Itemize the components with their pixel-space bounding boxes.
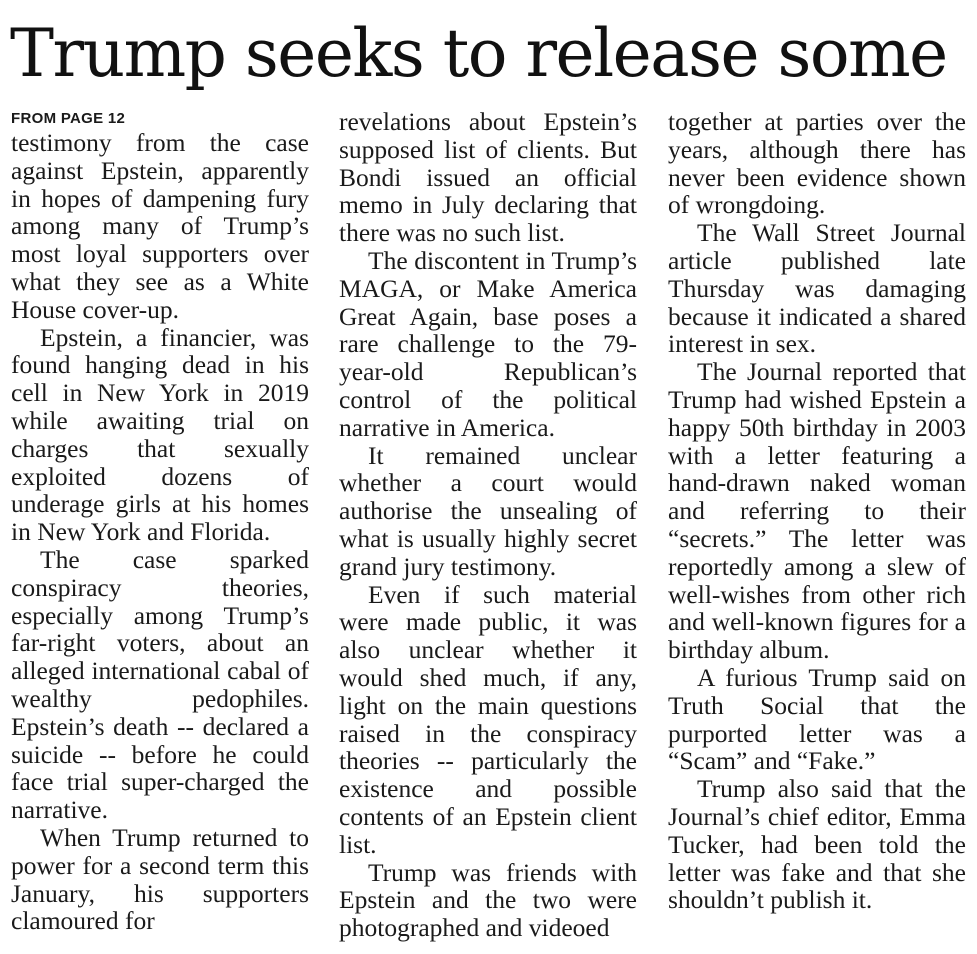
paragraph: The case sparked conspiracy theories, especially among Trump’s far-right voters, about an alleged international cabal of wealthy pedophiles. Epstein’s death -- declared a suicide -- before he could face trial super-charged the narrative.	[11, 544, 309, 825]
article-column-1	[11, 108, 309, 948]
paragraph: It remained unclear whether a court would authorise the unsealing of what is usually highly secret grand jury testimony.	[339, 440, 637, 581]
headline: Trump seeks to release some	[10, 15, 947, 92]
paragraph: together at parties over the years, although there has never been evidence shown of wrongdoing.	[668, 108, 966, 220]
paragraph: Epstein, a financier, was found hanging dead in his cell in New York in 2019 while awaiting trial on charges that sexually exploited dozens of underage girls at his homes in New York and Florida.	[11, 322, 309, 547]
paragraph: revelations about Epstein’s supposed list of clients. But Bondi issued an official memo in July declaring that there was no such list.	[339, 108, 637, 248]
paragraph: A furious Trump said on Truth Social that the purported letter was a “Scam” and “Fake.”	[668, 662, 966, 776]
paragraph: The Wall Street Journal article published late Thursday was damaging because it indicated a shared interest in sex.	[668, 218, 966, 359]
paragraph: Trump also said that the Journal’s chief editor, Emma Tucker, had been told the letter was fake and that she shouldn’t publish it.	[668, 774, 966, 915]
continued-from-kicker: FROM PAGE 12	[11, 110, 126, 127]
paragraph: The Journal reported that Trump had wished Epstein a happy 50th birthday in 2003 with a letter featuring a hand-drawn naked woman and referring to their “secrets.” The letter was reportedly among a slew of well-wishes from other rich and well-known figures for a birthday album.	[668, 357, 966, 665]
paragraph: Even if such material were made public, it was also unclear whether it would shed much, if any, light on the main questions raised in the conspiracy theories -- particularly the existence and possible contents of an Epstein client list.	[339, 579, 637, 859]
paragraph: testimony from the case against Epstein, apparently in hopes of dampening fury among many of Trump’s most loyal supporters over what they see as a White House cover-up.	[11, 128, 309, 324]
paragraph: The discontent in Trump’s MAGA, or Make America Great Again, base poses a rare challenge to the 79-year-old Republican’s control of the political narrative in America.	[339, 245, 637, 442]
paragraph: Trump was friends with Epstein and the two were photographed and videoed	[339, 857, 637, 943]
article-column-2	[339, 108, 637, 948]
paragraph: When Trump returned to power for a second term this January, his supporters clamoured for	[11, 822, 309, 936]
article-column-3	[668, 108, 966, 948]
